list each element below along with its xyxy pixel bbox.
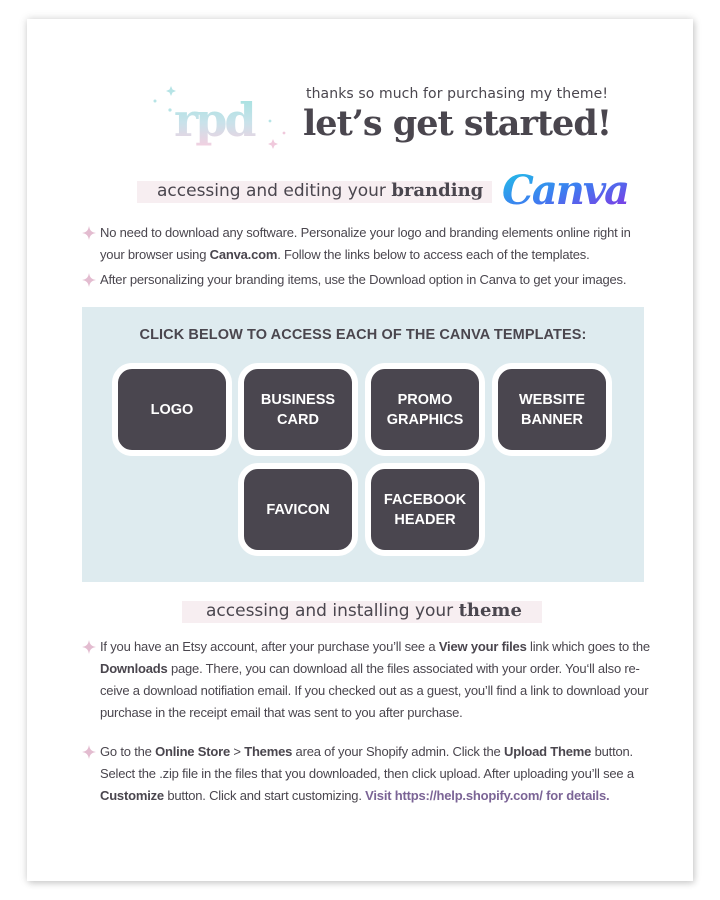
rpd-logo bbox=[148, 78, 288, 156]
customize-text: Customize bbox=[100, 788, 164, 803]
branding-bullet-2 bbox=[82, 269, 657, 291]
panel-title: CLICK BELOW TO ACCESS EACH OF THE CANVA TEMPLATES: bbox=[139, 327, 587, 343]
page-title: let’s get started! bbox=[303, 103, 612, 144]
bullet-text: After personalizing your branding items, use the Download option in Canva to get your images. bbox=[100, 272, 627, 287]
website-banner-template-button[interactable]: WEBSITE BANNER bbox=[492, 363, 612, 456]
heading-bold-text: branding bbox=[391, 180, 484, 201]
online-store-text: Online Store bbox=[155, 744, 230, 759]
branding-section-heading bbox=[157, 180, 483, 202]
bullet-text: If you have an Etsy account, after your purchase you’ll see a View your files link which goes to the Downloads page. There, you can download all the files associated with your order. You‘ll also re-ceive a download notifiation email. If you checked out as a guest, you’ll find a link to download your purchase in the receipt email that was sent to you after purchase. bbox=[100, 639, 650, 720]
theme-bullet-1 bbox=[82, 636, 657, 724]
view-your-files-text: View your files bbox=[438, 639, 527, 654]
favicon-template-button[interactable]: FAVICON bbox=[238, 463, 358, 556]
bullet-text: No need to download any software. Personalize your logo and branding elements online right in your browser using Canva.com. Follow the links below to access each of the templates. bbox=[100, 225, 631, 262]
diamond-star-icon bbox=[82, 745, 96, 759]
canva-logo-text: Canva bbox=[502, 167, 628, 214]
theme-bullet-2 bbox=[82, 741, 657, 807]
canva-logo bbox=[500, 164, 628, 216]
facebook-header-template-button[interactable]: FACEBOOK HEADER bbox=[365, 463, 485, 556]
diamond-star-icon bbox=[82, 273, 96, 287]
shopify-help-link[interactable]: Visit https://help.shopify.com/ for details. bbox=[365, 788, 610, 803]
canva-templates-panel bbox=[82, 307, 644, 582]
heading-light-text: accessing and installing your bbox=[206, 601, 459, 621]
downloads-text: Downloads bbox=[100, 661, 168, 676]
logo-template-button[interactable]: LOGO bbox=[112, 363, 232, 456]
diamond-star-icon bbox=[82, 226, 96, 240]
bullet-text: Go to the Online Store > Themes area of your Shopify admin. Click the Upload Theme button. Select the .zip file in the files that you downloaded, then click upload. After uploading you’ll see a Customize button. Click and start customizing. Visit https://help.shopify.com/ for details. bbox=[100, 744, 634, 803]
branding-bullet-1 bbox=[82, 222, 657, 266]
promo-graphics-template-button[interactable]: PROMO GRAPHICS bbox=[365, 363, 485, 456]
logo-letters: rpd bbox=[174, 93, 254, 147]
business-card-template-button[interactable]: BUSINESS CARD bbox=[238, 363, 358, 456]
upload-theme-text: Upload Theme bbox=[504, 744, 592, 759]
theme-section-heading bbox=[206, 600, 522, 622]
heading-light-text: accessing and editing your bbox=[157, 181, 392, 201]
subtitle: thanks so much for purchasing my theme! bbox=[306, 86, 609, 102]
heading-bold-text: theme bbox=[458, 600, 522, 621]
canva-com-text: Canva.com bbox=[209, 247, 278, 262]
themes-text: Themes bbox=[244, 744, 293, 759]
diamond-star-icon bbox=[82, 640, 96, 654]
